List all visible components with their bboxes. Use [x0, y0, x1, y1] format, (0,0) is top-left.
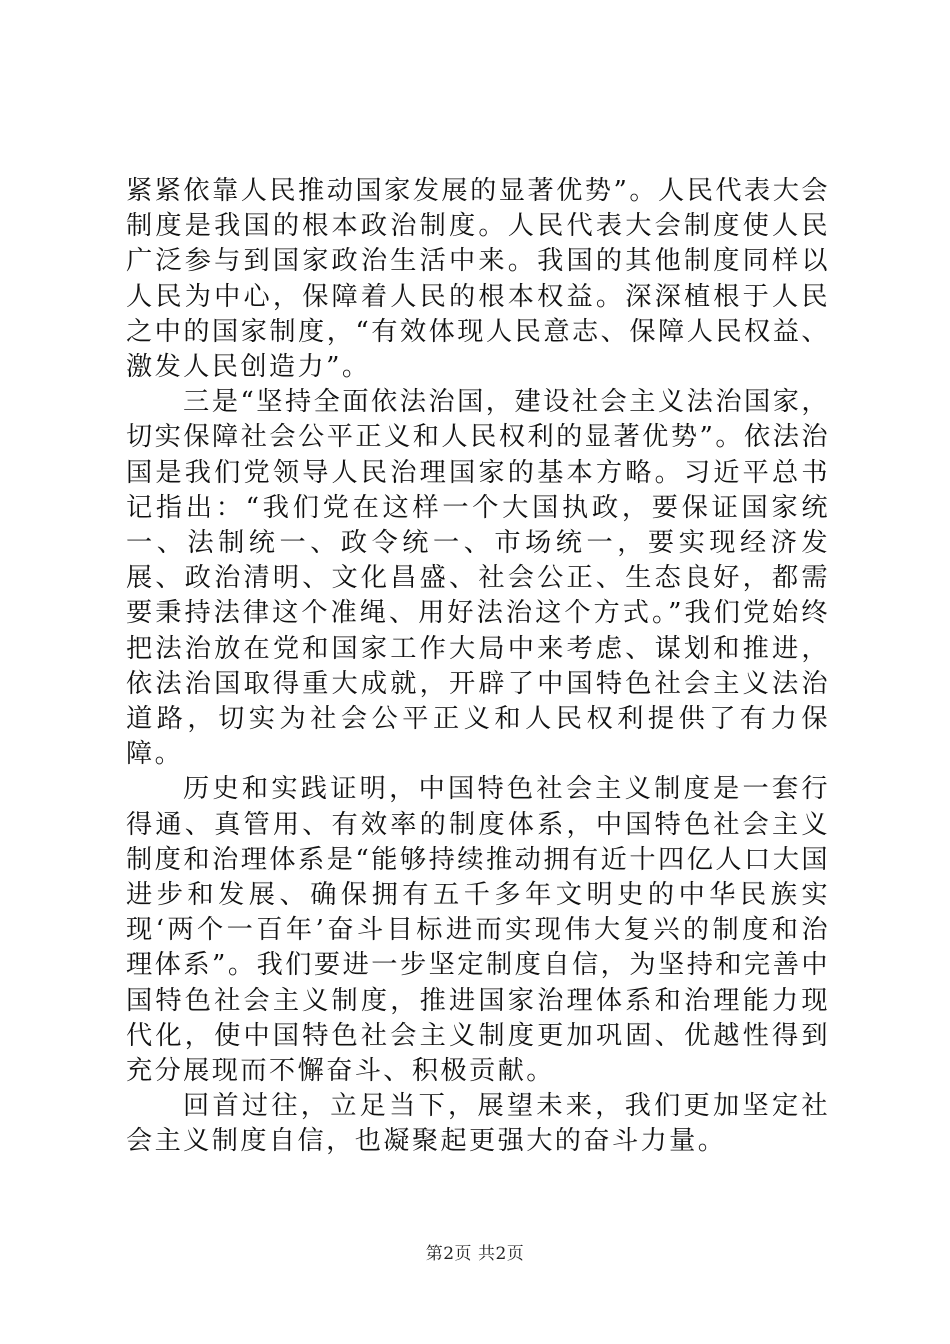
- paragraph-continuation: 紧紧依靠人民推动国家发展的显著优势”。人民代表大会制度是我国的根本政治制度。人民代表大会制度使人民广泛参与到国家政治生活中来。我国的其他制度同样以人民为中心，保障着人民的根本权益。深深植根于人民之中的国家制度，“有效体现人民意志、保障人民权益、激发人民创造力”。: [126, 176, 830, 383]
- paragraph-conclusion: 回首过往，立足当下，展望未来，我们更加坚定社会主义制度自信，也凝聚起更强大的奋斗力量。: [126, 1091, 830, 1157]
- page-number-footer: 第2页 共2页: [425, 1244, 525, 1264]
- document-body: [126, 174, 830, 1160]
- paragraph-history-practice: 历史和实践证明，中国特色社会主义制度是一套行得通、真管用、有效率的制度体系，中国特色社会主义制度和治理体系是“能够持续推动拥有近十四亿人口大国进步和发展、确保拥有五千多年文明史的中华民族实现‘两个一百年’奋斗目标进而实现伟大复兴的制度和治理体系”。我们要进一步坚定制度自信，为坚持和完善中国特色社会主义制度，推进国家治理体系和治理能力现代化，使中国特色社会主义制度更加巩固、优越性得到充分展现而不懈奋斗、积极贡献。: [126, 774, 830, 1087]
- paragraph-rule-of-law: 三是“坚持全面依法治国，建设社会主义法治国家，切实保障社会公平正义和人民权利的显著优势”。依法治国是我们党领导人民治理国家的基本方略。习近平总书记指出：“我们党在这样一个大国执政，要保证国家统一、法制统一、政令统一、市场统一，要实现经济发展、政治清明、文化昌盛、社会公正、生态良好，都需要秉持法律这个准绳、用好法治这个方式。”我们党始终把法治放在党和国家工作大局中来考虑、谋划和推进，依法治国取得重大成就，开辟了中国特色社会主义法治道路，切实为社会公平正义和人民权利提供了有力保障。: [126, 387, 830, 770]
